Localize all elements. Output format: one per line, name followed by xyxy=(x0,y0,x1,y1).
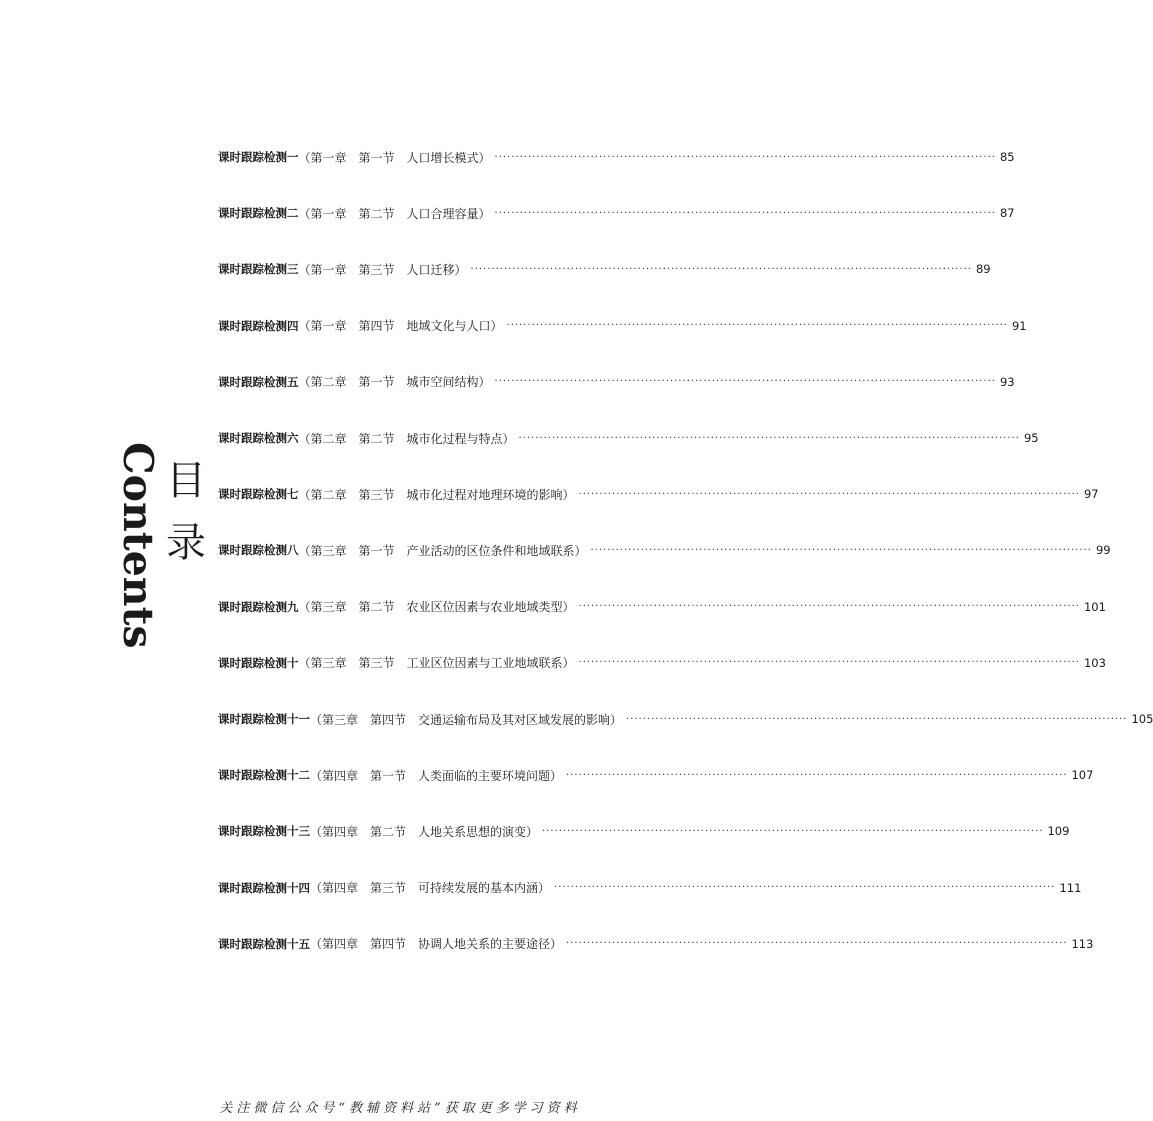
toc-entry-page-number: 85 xyxy=(999,150,1015,164)
toc-entry-label: 课时跟踪检测十 xyxy=(218,655,299,670)
toc-entry-label: 课时跟踪检测六 xyxy=(218,431,299,445)
toc-entry-chapter: （第三章 第四节 交通运输布局及其对区域发展的影响） xyxy=(310,712,623,727)
toc-entry-leader-dots: ························································································································ xyxy=(566,769,1068,781)
toc-entry-label: 课时跟踪检测一 xyxy=(218,150,299,164)
toc-entry-leader-dots: ························································································································ xyxy=(590,544,1092,556)
toc-entry-label: 课时跟踪检测十二 xyxy=(218,768,310,783)
toc-entry-label: 课时跟踪检测十一 xyxy=(218,712,310,726)
contents-title-block xyxy=(112,438,207,668)
toc-entry[interactable] xyxy=(218,427,1039,449)
toc-entry-leader-dots: ························································································································ xyxy=(542,825,1044,837)
title-chinese-char-1: 目 xyxy=(166,458,206,504)
toc-entry-chapter: （第四章 第三节 可持续发展的基本内涵） xyxy=(310,881,551,896)
toc-entry-leader-dots: ························································································································ xyxy=(494,376,996,388)
toc-entry-page-number: 93 xyxy=(999,374,1015,389)
toc-entry-chapter: （第三章 第二节 农业区位因素与农业地域类型） xyxy=(298,600,575,615)
toc-entry-leader-dots: ························································································································ xyxy=(626,713,1128,725)
title-english: Contents xyxy=(114,442,162,649)
toc-entry[interactable] xyxy=(218,202,1015,224)
toc-entry-label: 课时跟踪检测二 xyxy=(218,206,299,221)
toc-entry[interactable] xyxy=(218,764,1094,786)
toc-entry-page-number: 87 xyxy=(999,206,1015,221)
toc-entry-leader-dots: ························································································································ xyxy=(518,432,1020,444)
toc-entry-chapter: （第二章 第一节 城市空间结构） xyxy=(298,375,491,390)
toc-entry-leader-dots: ························································································································ xyxy=(578,657,1080,669)
toc-entry-page-number: 97 xyxy=(1083,487,1099,502)
toc-entry-label: 课时跟踪检测十三 xyxy=(218,824,310,839)
toc-entry-label: 课时跟踪检测九 xyxy=(218,599,299,614)
title-chinese xyxy=(162,450,210,574)
toc-entry-page-number: 113 xyxy=(1071,936,1094,951)
toc-entry-page-number: 101 xyxy=(1083,599,1106,614)
toc-entry[interactable] xyxy=(218,258,991,280)
toc-entry-leader-dots: ························································································································ xyxy=(578,601,1080,613)
toc-entry-leader-dots: ························································································································ xyxy=(566,938,1068,950)
toc-entry[interactable] xyxy=(218,596,1106,618)
toc-entry[interactable] xyxy=(218,820,1070,842)
footer-note: 关注微信公众号“教辅资料站”获取更多学习资料 xyxy=(219,1101,581,1116)
toc-entry[interactable] xyxy=(218,315,1027,337)
toc-entry-leader-dots: ························································································································ xyxy=(494,151,996,163)
toc-entry-chapter: （第四章 第四节 协调人地关系的主要途径） xyxy=(310,937,563,952)
toc-entry-label: 课时跟踪检测八 xyxy=(218,543,299,558)
toc-entry[interactable] xyxy=(218,933,1094,955)
toc-entry-page-number: 111 xyxy=(1059,880,1082,895)
toc-entry[interactable] xyxy=(218,539,1111,561)
toc-entry-leader-dots: ························································································································ xyxy=(578,488,1080,500)
toc-entry-chapter: （第一章 第四节 地域文化与人口） xyxy=(298,319,503,334)
toc-entry-label: 课时跟踪检测四 xyxy=(218,318,299,333)
toc-entry[interactable] xyxy=(218,483,1099,505)
toc-entry-page-number: 91 xyxy=(1011,318,1027,333)
toc-entry-page-number: 103 xyxy=(1083,655,1106,670)
toc-entry-label: 课时跟踪检测三 xyxy=(218,262,299,277)
toc-entry[interactable] xyxy=(218,652,1106,674)
toc-entry-leader-dots: ························································································································ xyxy=(494,207,996,219)
toc-entry-chapter: （第二章 第二节 城市化过程与特点） xyxy=(298,431,515,446)
toc-entry-label: 课时跟踪检测五 xyxy=(218,374,299,389)
toc-entry-chapter: （第三章 第三节 工业区位因素与工业地域联系） xyxy=(298,656,575,671)
toc-entry-chapter: （第一章 第一节 人口增长模式） xyxy=(298,150,491,165)
toc-entry-leader-dots: ························································································································ xyxy=(554,882,1056,894)
toc-entry-leader-dots: ························································································································ xyxy=(506,320,1008,332)
toc-entry-label: 课时跟踪检测十四 xyxy=(218,880,310,895)
toc-entry-page-number: 95 xyxy=(1023,431,1039,445)
title-chinese-char-2: 录 xyxy=(166,520,206,566)
toc-entry[interactable] xyxy=(218,371,1015,393)
toc-entry-label: 课时跟踪检测七 xyxy=(218,487,299,502)
toc-entry[interactable] xyxy=(218,146,1015,168)
toc-entry-page-number: 99 xyxy=(1095,543,1111,558)
toc-entry-page-number: 105 xyxy=(1131,712,1153,726)
toc-entry-label: 课时跟踪检测十五 xyxy=(218,936,310,951)
toc-entry-chapter: （第二章 第三节 城市化过程对地理环境的影响） xyxy=(298,487,575,502)
toc-entry-chapter: （第四章 第二节 人地关系思想的演变） xyxy=(310,824,539,839)
toc-entry-chapter: （第四章 第一节 人类面临的主要环境问题） xyxy=(310,768,563,783)
toc-entry-page-number: 109 xyxy=(1047,824,1070,839)
toc-entry[interactable] xyxy=(218,877,1082,899)
toc-entry[interactable] xyxy=(218,708,1153,730)
toc-entry-page-number: 107 xyxy=(1071,768,1094,783)
toc-entry-chapter: （第一章 第二节 人口合理容量） xyxy=(298,206,491,221)
toc-entry-chapter: （第一章 第三节 人口迁移） xyxy=(298,262,467,277)
toc-entry-page-number: 89 xyxy=(975,262,991,277)
toc-entry-chapter: （第三章 第一节 产业活动的区位条件和地域联系） xyxy=(298,543,587,558)
toc-entry-leader-dots: ························································································································ xyxy=(470,263,972,275)
